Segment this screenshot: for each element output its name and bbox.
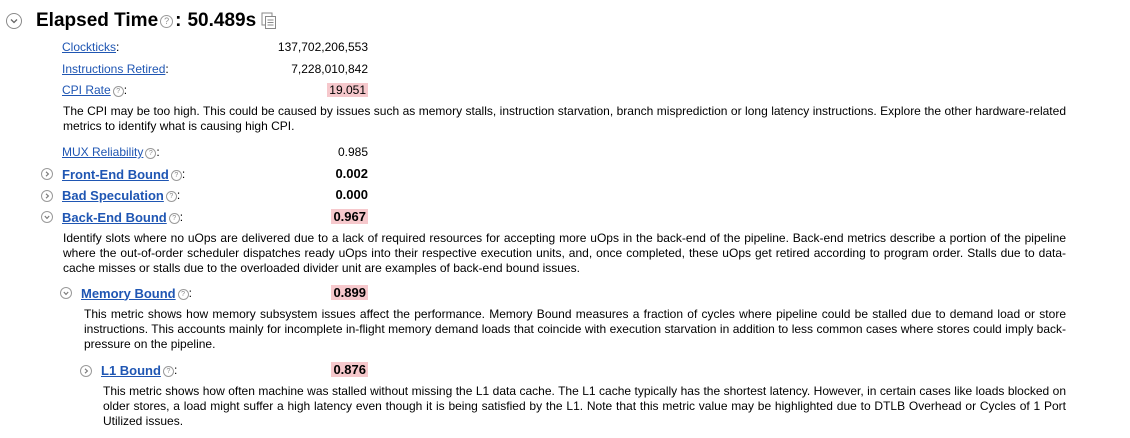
memory-bound-description: This metric shows how memory subsystem issues affect the performance. Memory Bound measures a fraction of cycles where pipeline could be stalled due to demand load or store instructions. This accounts mainly for incomplete in-flight memory demand loads that coincide with execution starvation in addition to less common cases where stores could imply back-pressure on the pipeline. bbox=[84, 307, 1066, 351]
help-icon[interactable]: ? bbox=[113, 86, 124, 97]
label-colon: : bbox=[116, 40, 120, 54]
help-icon[interactable]: ? bbox=[163, 366, 174, 377]
label-colon: : bbox=[179, 210, 184, 224]
l1-bound-value bbox=[331, 362, 368, 377]
label-colon: : bbox=[173, 363, 178, 377]
help-icon[interactable]: ? bbox=[169, 213, 180, 224]
back-end-bound-description: Identify slots where no uOps are delivered due to a lack of required resources for accepting more uOps in the back-end of the pipeline. Back-end metrics describe a portion of the pipeline where the out-of-order scheduler dispatches ready uOps into their respective execution units, and, once completed, these uOps get retired according to program order. Stalls due to data-cache misses or stalls due to the overloaded divider unit are examples of back-end bound issues. bbox=[63, 231, 1066, 275]
back-end-bound-link[interactable]: Back-End Bound bbox=[62, 209, 167, 225]
label-colon: : bbox=[123, 83, 128, 97]
cpi-rate-value bbox=[327, 83, 368, 97]
metric-row-instructions bbox=[62, 60, 169, 78]
memory-bound-link[interactable]: Memory Bound bbox=[81, 285, 176, 301]
collapse-toggle-icon[interactable] bbox=[60, 287, 72, 299]
l1-bound-link[interactable]: L1 Bound bbox=[101, 362, 161, 378]
label-colon: : bbox=[176, 188, 181, 202]
back-end-bound-value-highlight: 0.967 bbox=[333, 209, 366, 224]
memory-bound-value bbox=[331, 285, 368, 300]
collapse-toggle-icon[interactable] bbox=[41, 211, 53, 223]
collapse-toggle-icon[interactable] bbox=[6, 13, 22, 29]
clockticks-value: 137,702,206,553 bbox=[277, 40, 368, 54]
instructions-retired-link[interactable]: Instructions Retired bbox=[62, 62, 166, 76]
bad-speculation-value: 0.000 bbox=[335, 187, 368, 202]
metric-row-memory bbox=[81, 284, 192, 302]
front-end-bound-link[interactable]: Front-End Bound bbox=[62, 166, 169, 182]
l1-bound-value-highlight: 0.876 bbox=[333, 362, 366, 377]
metric-row-bad-speculation bbox=[62, 186, 180, 204]
metric-row-back-end bbox=[62, 208, 183, 226]
l1-bound-description: This metric shows how often machine was stalled without missing the L1 data cache. The L1 cache typically has the shortest latency. However, in certain cases like loads blocked on older stores, a load might suffer a high latency even though it is being satisfied by the L1. Note that this metric value may be highlighted due to DTLB Overhead or Cycles of 1 Port Utilized issues. bbox=[103, 384, 1066, 428]
metric-row-l1 bbox=[101, 361, 177, 379]
label-colon: : bbox=[181, 167, 186, 181]
cpi-rate-description: The CPI may be too high. This could be caused by issues such as memory stalls, instruction starvation, branch misprediction or long latency instructions. Explore the other hardware-related metrics to identify what is causing high CPI. bbox=[63, 104, 1066, 133]
label-colon: : bbox=[188, 286, 192, 300]
header-colon: : bbox=[175, 10, 182, 31]
page-title: Elapsed Time bbox=[36, 10, 159, 31]
help-icon[interactable]: ? bbox=[171, 170, 182, 181]
instructions-retired-value: 7,228,010,842 bbox=[291, 62, 368, 76]
help-icon[interactable]: ? bbox=[145, 148, 156, 159]
back-end-bound-value bbox=[331, 209, 368, 224]
help-icon[interactable]: ? bbox=[160, 15, 173, 28]
mux-reliability-value: 0.985 bbox=[337, 145, 368, 159]
copy-icon[interactable] bbox=[261, 12, 277, 30]
memory-bound-value-highlight: 0.899 bbox=[333, 285, 366, 300]
cpi-rate-value-highlight: 19.051 bbox=[329, 83, 366, 97]
expand-toggle-icon[interactable] bbox=[41, 190, 53, 202]
metric-row-cpi bbox=[62, 81, 127, 99]
bad-speculation-link[interactable]: Bad Speculation bbox=[62, 187, 164, 203]
mux-reliability-link[interactable]: MUX Reliability bbox=[62, 145, 144, 159]
expand-toggle-icon[interactable] bbox=[41, 168, 53, 180]
clockticks-link[interactable]: Clockticks bbox=[62, 40, 117, 54]
elapsed-time-value: 50.489s bbox=[187, 10, 257, 31]
cpi-rate-link[interactable]: CPI Rate bbox=[62, 83, 111, 97]
help-icon[interactable]: ? bbox=[166, 191, 177, 202]
metric-row-front-end bbox=[62, 165, 185, 183]
label-colon: : bbox=[165, 62, 169, 76]
help-icon[interactable]: ? bbox=[178, 289, 189, 300]
expand-toggle-icon[interactable] bbox=[80, 365, 92, 377]
front-end-bound-value: 0.002 bbox=[335, 166, 368, 181]
metric-row-mux bbox=[62, 143, 160, 161]
metric-row-clockticks bbox=[62, 38, 119, 56]
elapsed-time-header bbox=[6, 6, 277, 36]
label-colon: : bbox=[156, 145, 160, 159]
